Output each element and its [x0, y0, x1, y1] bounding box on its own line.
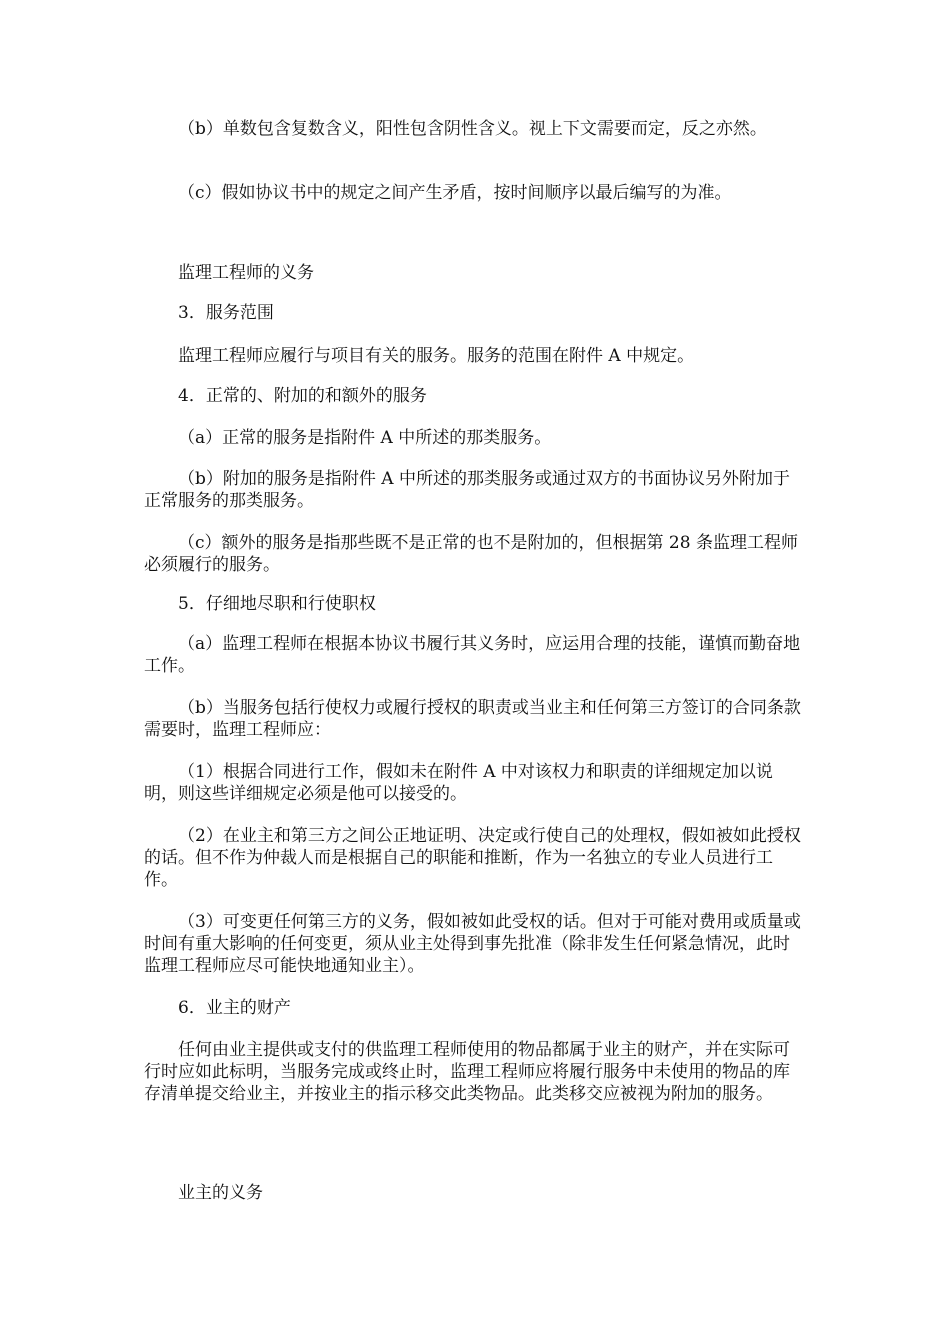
clause-heading-6: 6．业主的财产 — [178, 998, 291, 1018]
paragraph-c-conflict: （c）假如协议书中的规定之间产生矛盾，按时间顺序以最后编写的为准。 — [178, 183, 732, 203]
section-heading-owner-duties: 业主的义务 — [178, 1183, 263, 1203]
paragraph-owner-property: 任何由业主提供或支付的供监理工程师使用的物品都属于业主的财产，并在实际可行时应如此标明，当服务完成或终止时，监理工程师应将履行服务中未使用的物品的库存清单提交给业主，并按业主的指示移交此类物品。此类移交应被视为附加的服务。 — [144, 1040, 790, 1104]
paragraph-a-care: （a）监理工程师在根据本协议书履行其义务时，应运用合理的技能，谨慎而勤奋地工作。 — [144, 634, 801, 676]
paragraph-b-authority: （b）当服务包括行使权力或履行授权的职责或当业主和任何第三方签订的合同条款需要时，监理工程师应： — [144, 698, 801, 740]
clause-heading-5: 5．仔细地尽职和行使职权 — [178, 594, 376, 614]
clause-heading-3: 3．服务范围 — [178, 303, 274, 323]
paragraph-3-changes: （3）可变更任何第三方的义务，假如被如此受权的话。但对于可能对费用或质量或时间有重大影响的任何变更，须从业主处得到事先批准（除非发生任何紧急情况，此时监理工程师应尽可能快地通知业主）。 — [144, 912, 801, 976]
section-heading-engineer-duties: 监理工程师的义务 — [178, 263, 314, 283]
paragraph-a-normal-service: （a）正常的服务是指附件 A 中所述的那类服务。 — [178, 428, 552, 448]
paragraph-c-extra-service: （c）额外的服务是指那些既不是正常的也不是附加的，但根据第 28 条监理工程师必须履行的服务。 — [144, 533, 798, 575]
paragraph-1-contract-work: （1）根据合同进行工作，假如未在附件 A 中对该权力和职责的详细规定加以说明，则这些详细规定必须是他可以接受的。 — [144, 762, 773, 804]
paragraph-2-impartial: （2）在业主和第三方之间公正地证明、决定或行使自己的处理权，假如被如此授权的话。但不作为仲裁人而是根据自己的职能和推断，作为一名独立的专业人员进行工作。 — [144, 826, 801, 890]
paragraph-scope: 监理工程师应履行与项目有关的服务。服务的范围在附件 A 中规定。 — [178, 346, 695, 366]
clause-heading-4: 4．正常的、附加的和额外的服务 — [178, 386, 427, 406]
paragraph-b-additional-service: （b）附加的服务是指附件 A 中所述的那类服务或通过双方的书面协议另外附加于正常服务的那类服务。 — [144, 469, 790, 511]
paragraph-b-singular-plural: （b）单数包含复数含义，阳性包含阴性含义。视上下文需要而定，反之亦然。 — [178, 119, 767, 139]
